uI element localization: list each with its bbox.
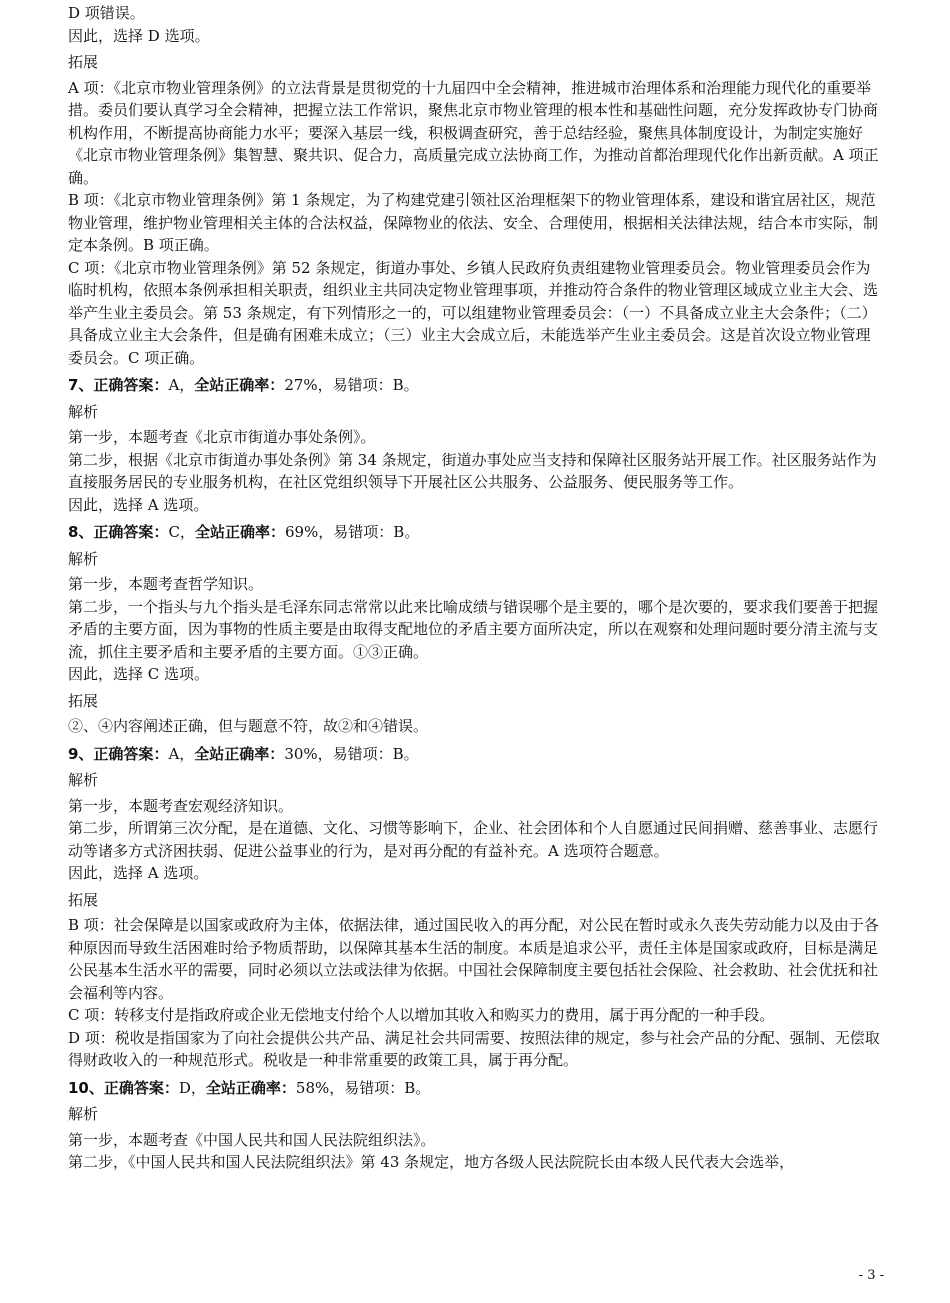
text-paragraph: 第二步，所谓第三次分配，是在道德、文化、习惯等影响下，企业、社会团体和个人自愿通过民间捐赠、慈善事业、志愿行动等诸多方式济困扶弱、促进公益事业的行为，是对再分配的有益补充。A 选项符合题意。	[68, 819, 879, 860]
answer-label: 7、正确答案：	[68, 376, 169, 394]
section-label-extension: 拓展	[68, 53, 99, 71]
extension-paragraph-a: A 项：《北京市物业管理条例》的立法背景是贯彻党的十九届四中全会精神，推进城市治理体系和治理能力现代化的重要举措。委员们要认真学习全会精神，把握立法工作常识，聚焦北京市物业管理的根本性和基础性问题，充分发挥政协专门协商机构作用，不断提高协商能力水平；要深入基层一线，积极调查研究，善于总结经验，聚焦具体制度设计，为制定实施好《北京市物业管理条例》集智慧、聚共识、促合力，高质量完成立法协商工作，为推动首都治理现代化作出新贡献。A 项正确。	[68, 78, 879, 187]
extension-paragraph-b: B 项：社会保障是以国家或政府为主体，依据法律，通过国民收入的再分配，对公民在暂时或永久丧失劳动能力以及由于各种原因而导致生活困难时给予物质帮助，以保障其基本生活的制度。本质是追求公平，责任主体是国家或政府，目标是满足公民基本生活水平的需要，同时必须以立法或法律为依据。中国社会保障制度主要包括社会保险、社会救助、社会优抚和社会福利等内容。	[68, 916, 879, 1002]
answer-label: 10、正确答案：	[68, 1078, 179, 1097]
extension-paragraph-b: B 项：《北京市物业管理条例》第 1 条规定，为了构建党建引领社区治理框架下的物业管理体系，建设和谐宜居社区，规范物业管理，维护物业管理相关主体的合法权益，保障物业的依法、安全、合理使用，根据相关法律法规，结合本市实际，制定本条例。B 项正确。	[68, 191, 879, 254]
rate-label: 全站正确率：	[194, 523, 285, 541]
rate-value: 27%，易错项：B。	[284, 376, 419, 394]
rate-label: 全站正确率：	[194, 376, 285, 394]
rate-label: 全站正确率：	[205, 1078, 296, 1097]
rate-label: 全站正确率：	[194, 744, 285, 763]
text-line: 因此，选择 C 选项。	[68, 665, 210, 683]
answer-line-q10	[68, 1077, 884, 1100]
text-line: 第一步，本题考查哲学知识。	[68, 575, 264, 593]
answer-line-q8	[68, 521, 884, 544]
rate-value: 58%，易错项：B。	[295, 1078, 431, 1097]
text-line: 第一步，本题考查宏观经济知识。	[68, 796, 294, 815]
answer-line-q9	[68, 743, 884, 766]
answer-label: 9、正确答案：	[68, 744, 169, 763]
text-line: 因此，选择 D 选项。	[68, 26, 210, 45]
text-line: 第二步，《中国人民共和国人民法院组织法》第 43 条规定，地方各级人民法院院长由本级人民代表大会选举，	[68, 1153, 795, 1171]
answer-value: C，	[168, 523, 195, 541]
section-label-analysis: 解析	[68, 1105, 99, 1123]
page-number: - 3 -	[858, 1268, 884, 1283]
section-label-analysis: 解析	[68, 402, 99, 421]
text-line: 因此，选择 A 选项。	[68, 864, 209, 882]
section-label-extension: 拓展	[68, 691, 99, 710]
text-line: ②、④内容阐述正确，但与题意不符，故②和④错误。	[68, 717, 429, 735]
answer-value: A，	[168, 744, 195, 763]
extension-paragraph-d: D 项：税收是指国家为了向社会提供公共产品、满足社会共同需要、按照法律的规定，参与社会产品的分配、强制、无偿取得财政收入的一种规范形式。税收是一种非常重要的政策工具，属于再分配。	[68, 1028, 880, 1069]
rate-value: 30%，易错项：B。	[284, 744, 419, 763]
extension-paragraph-c: C 项：转移支付是指政府或企业无偿地支付给个人以增加其收入和购买力的费用，属于再分配的一种手段。	[68, 1006, 775, 1024]
answer-value: A，	[168, 376, 195, 394]
text-line: 第一步，本题考查《中国人民共和国人民法院组织法》。	[68, 1130, 436, 1149]
answer-label: 8、正确答案：	[68, 523, 169, 541]
section-label-extension: 拓展	[68, 890, 99, 909]
answer-line-q7	[68, 374, 884, 397]
answer-value: D，	[178, 1078, 206, 1097]
page-content	[68, 2, 884, 1174]
text-line: D 项错误。	[68, 4, 145, 22]
extension-paragraph-c: C 项：《北京市物业管理条例》第 52 条规定，街道办事处、乡镇人民政府负责组建物业管理委员会。物业管理委员会作为临时机构，依照本条例承担相关职责，组织业主共同决定物业管理事项，并推动符合条件的物业管理区域成立业主大会、选举产生业主委员会。第 53 条规定，有下列情形之一的，可以组建物业管理委员会：（一）不具备成立业主大会条件；（二）具备成立业主大会条件，但是确有困难未成立；（三）业主大会成立后，未能选举产生业主委员会。这是首次设立物业管理委员会。C 项正确。	[68, 258, 879, 367]
section-label-analysis: 解析	[68, 771, 99, 789]
rate-value: 69%，易错项：B。	[284, 523, 420, 541]
text-line: 第一步，本题考查《北京市街道办事处条例》。	[68, 428, 376, 446]
section-label-analysis: 解析	[68, 549, 99, 568]
text-line: 因此，选择 A 选项。	[68, 495, 209, 514]
text-paragraph: 第二步，一个指头与九个指头是毛泽东同志常常以此来比喻成绩与错误哪个是主要的，哪个是次要的，要求我们要善于把握矛盾的主要方面，因为事物的性质主要是由取得支配地位的矛盾主要方面所决定，所以在观察和处理问题时要分清主流与支流，抓住主要矛盾和主要矛盾的主要方面。①③正确。	[68, 597, 879, 661]
text-paragraph: 第二步，根据《北京市街道办事处条例》第 34 条规定，街道办事处应当支持和保障社区服务站开展工作。社区服务站作为直接服务居民的专业服务机构，在社区党组织领导下开展社区公共服务、公益服务、便民服务等工作。	[68, 450, 877, 491]
